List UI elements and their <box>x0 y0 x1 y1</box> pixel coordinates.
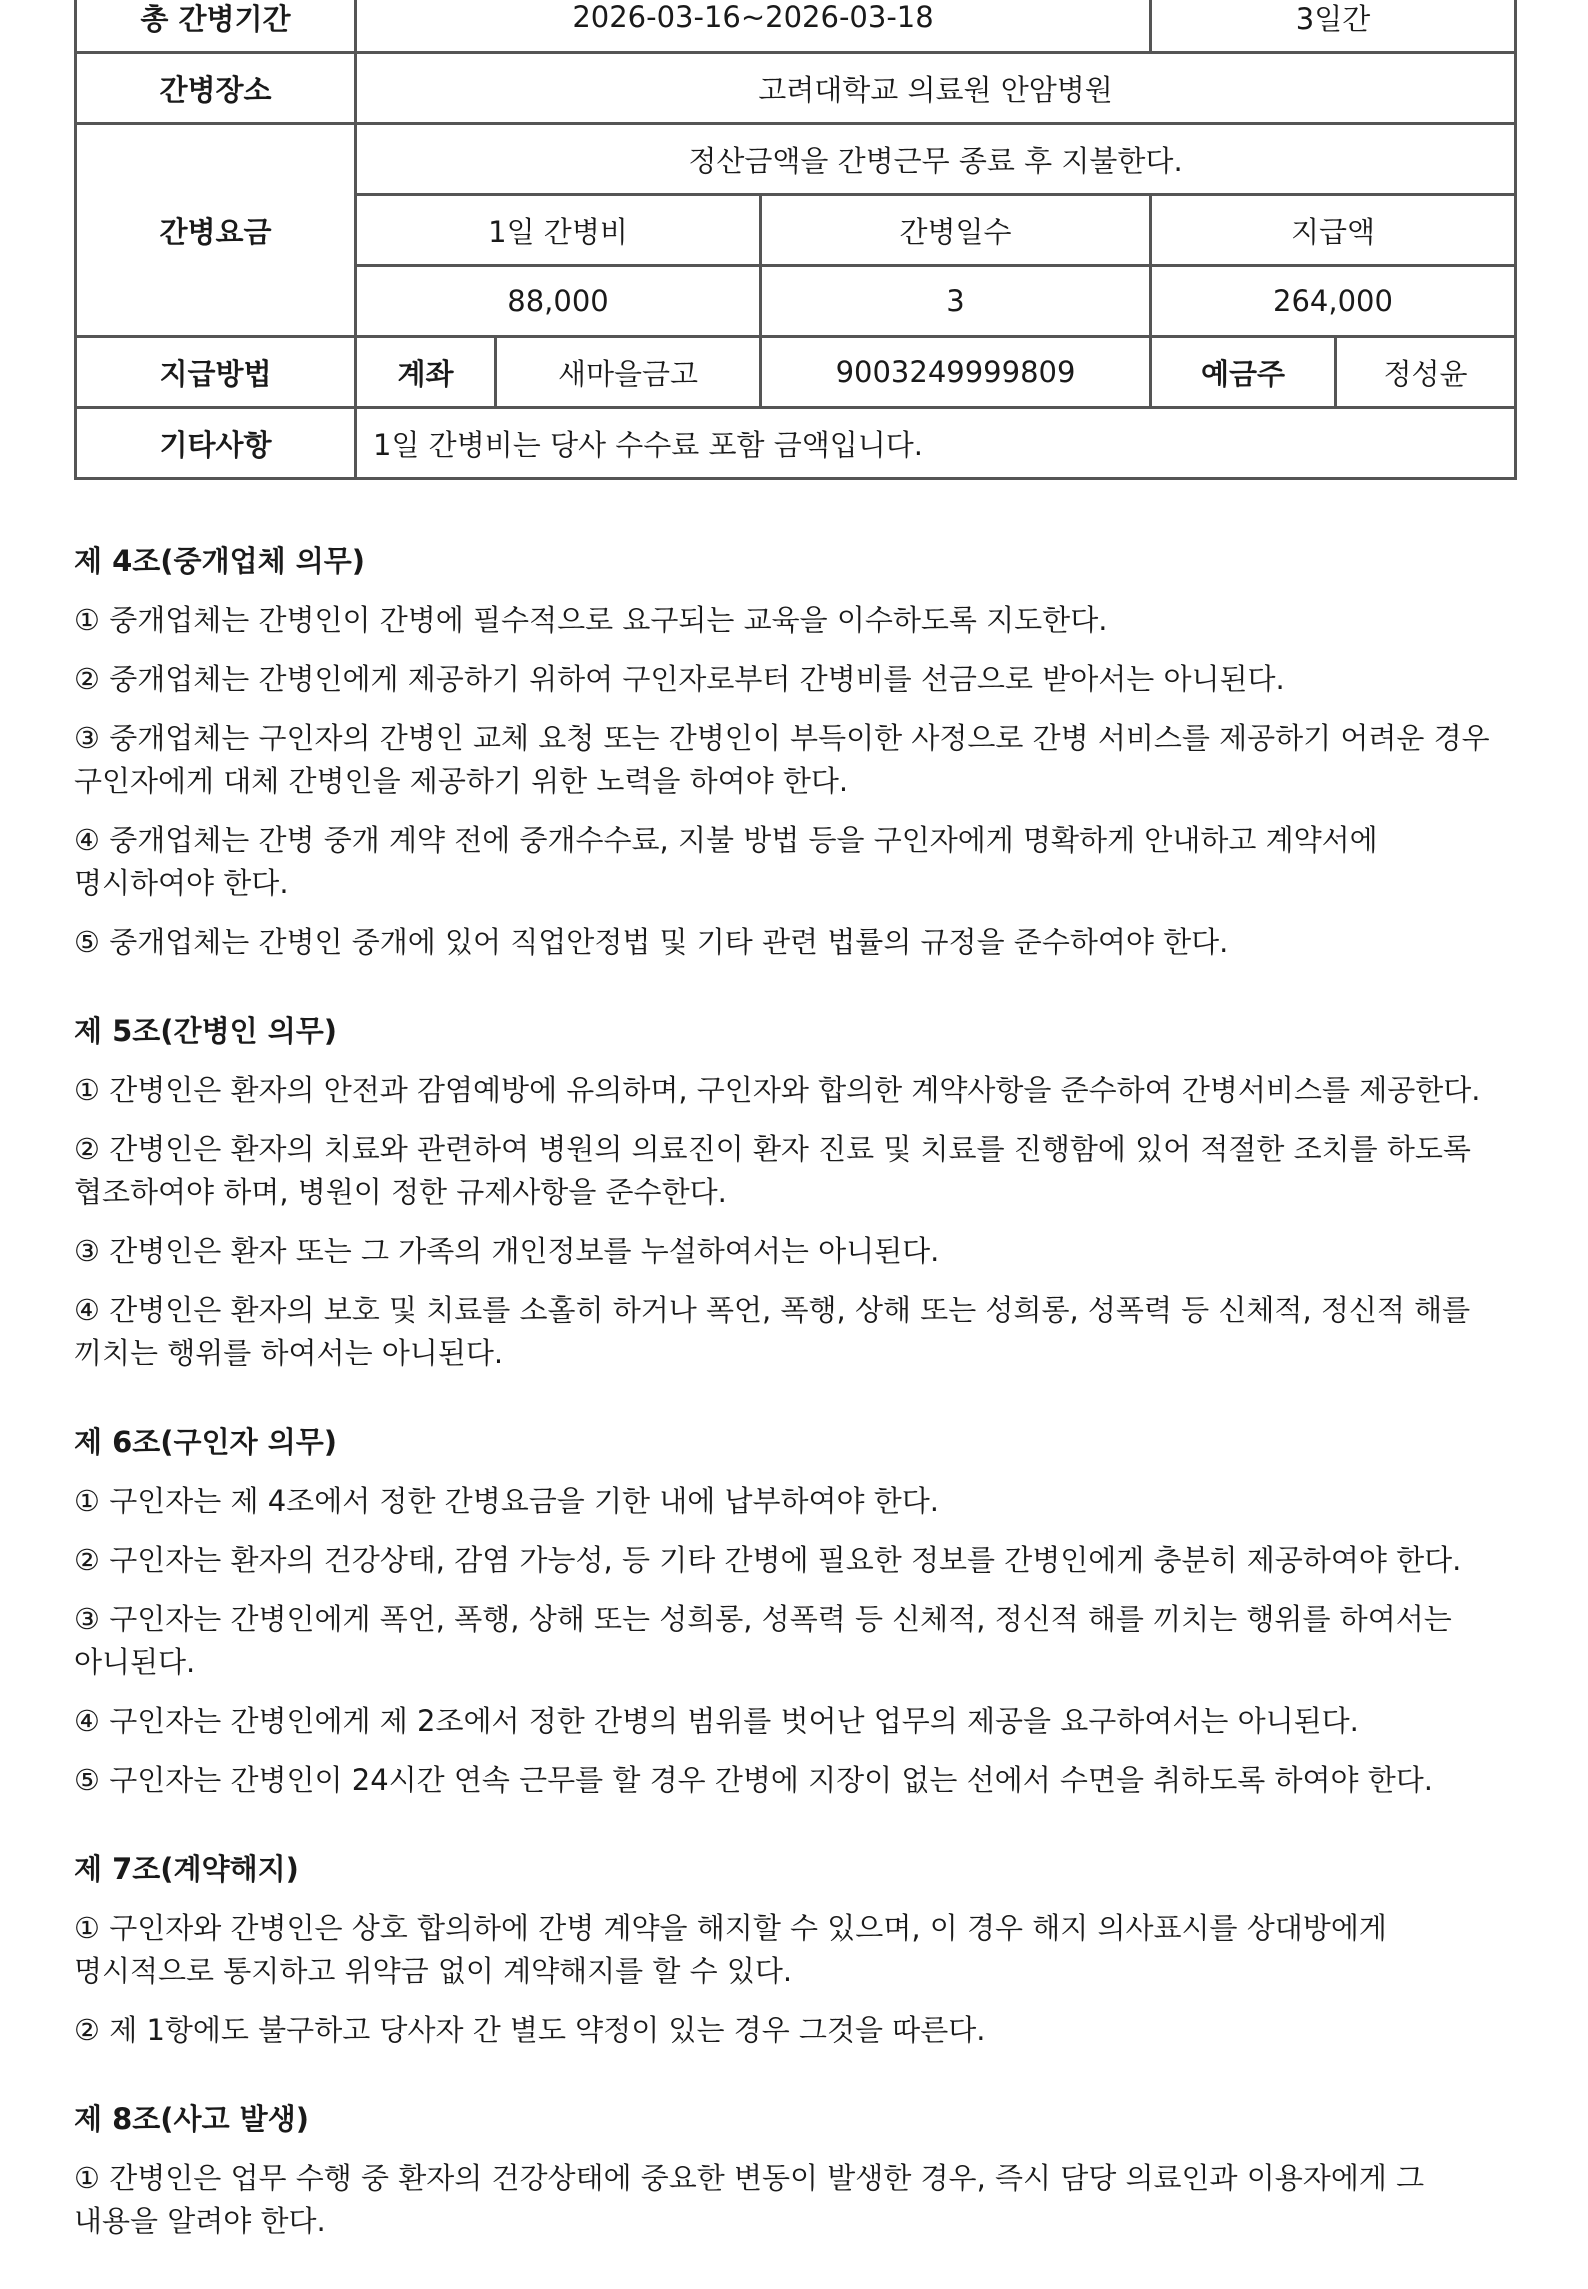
caregiving-terms-table <box>74 0 1517 480</box>
amount-header: 지급액 <box>1151 195 1516 266</box>
article-4 <box>74 540 1514 964</box>
article-item: ① 중개업체는 간병인이 간병에 필수적으로 요구되는 교육을 이수하도록 지도한다. <box>74 603 1108 637</box>
etc-label: 기타사항 <box>76 408 356 479</box>
article-item: ⑤ 구인자는 간병인이 24시간 연속 근무를 할 경우 간병에 지장이 없는 선에서 수면을 취하도록 하여야 한다. <box>74 1763 1433 1797</box>
place-value: 고려대학교 의료원 안암병원 <box>356 53 1516 124</box>
etc-value: 1일 간병비는 당사 수수료 포함 금액입니다. <box>356 408 1516 479</box>
fee-note-row <box>76 124 1516 195</box>
article-item: ① 구인자와 간병인은 상호 합의하에 간병 계약을 해지할 수 있으며, 이 경우 해지 의사표시를 상대방에게 명시적으로 통지하고 위약금 없이 계약해지를 할 수 있다. <box>74 1911 1387 1988</box>
article-7 <box>74 1848 1514 2052</box>
fee-note: 정산금액을 간병근무 종료 후 지불한다. <box>356 124 1516 195</box>
account-label: 계좌 <box>356 337 496 408</box>
article-title: 제 7조(계약해지) <box>74 1852 299 1886</box>
bank-name: 새마을금고 <box>496 337 761 408</box>
article-item: ④ 중개업체는 간병 중개 계약 전에 중개수수료, 지불 방법 등을 구인자에게 명확하게 안내하고 계약서에 명시하여야 한다. <box>74 823 1378 900</box>
article-item: ③ 간병인은 환자 또는 그 가족의 개인정보를 누설하여서는 아니된다. <box>74 1234 940 1268</box>
payment-row <box>76 337 1516 408</box>
holder-name: 정성윤 <box>1336 337 1516 408</box>
article-item: ② 간병인은 환자의 치료와 관련하여 병원의 의료진이 환자 진료 및 치료를 진행함에 있어 적절한 조치를 하도록 협조하여야 하며, 병원이 정한 규제사항을 준수한다. <box>74 1132 1471 1209</box>
articles-section <box>74 540 1514 2289</box>
total-period-value: 2026-03-16~2026-03-18 <box>356 0 1151 53</box>
article-title: 제 6조(구인자 의무) <box>74 1425 337 1459</box>
place-label: 간병장소 <box>76 53 356 124</box>
daily-fee-value: 88,000 <box>356 266 761 337</box>
payment-label: 지급방법 <box>76 337 356 408</box>
article-5 <box>74 1010 1514 1375</box>
article-6 <box>74 1421 1514 1802</box>
article-title: 제 8조(사고 발생) <box>74 2102 309 2136</box>
total-days-value: 3일간 <box>1151 0 1516 53</box>
holder-label: 예금주 <box>1151 337 1336 408</box>
amount-value: 264,000 <box>1151 266 1516 337</box>
article-item: ⑤ 중개업체는 간병인 중개에 있어 직업안정법 및 기타 관련 법률의 규정을 준수하여야 한다. <box>74 925 1229 959</box>
total-period-row <box>76 0 1516 53</box>
article-item: ② 제 1항에도 불구하고 당사자 간 별도 약정이 있는 경우 그것을 따른다. <box>74 2013 986 2047</box>
account-number: 9003249999809 <box>761 337 1151 408</box>
fee-label: 간병요금 <box>76 124 356 337</box>
total-period-label: 총 간병기간 <box>76 0 356 53</box>
days-header: 간병일수 <box>761 195 1151 266</box>
article-title: 제 5조(간병인 의무) <box>74 1014 337 1048</box>
article-item: ② 중개업체는 간병인에게 제공하기 위하여 구인자로부터 간병비를 선금으로 받아서는 아니된다. <box>74 662 1285 696</box>
article-item: ① 간병인은 환자의 안전과 감염예방에 유의하며, 구인자와 합의한 계약사항을 준수하여 간병서비스를 제공한다. <box>74 1073 1481 1107</box>
article-8 <box>74 2098 1514 2243</box>
etc-row <box>76 408 1516 479</box>
article-item: ① 간병인은 업무 수행 중 환자의 건강상태에 중요한 변동이 발생한 경우, 즉시 담당 의료인과 이용자에게 그 내용을 알려야 한다. <box>74 2161 1425 2238</box>
daily-fee-header: 1일 간병비 <box>356 195 761 266</box>
article-item: ② 구인자는 환자의 건강상태, 감염 가능성, 등 기타 간병에 필요한 정보를 간병인에게 충분히 제공하여야 한다. <box>74 1543 1462 1577</box>
days-value: 3 <box>761 266 1151 337</box>
article-item: ① 구인자는 제 4조에서 정한 간병요금을 기한 내에 납부하여야 한다. <box>74 1484 939 1518</box>
article-item: ④ 간병인은 환자의 보호 및 치료를 소홀히 하거나 폭언, 폭행, 상해 또는 성희롱, 성폭력 등 신체적, 정신적 해를 끼치는 행위를 하여서는 아니된다. <box>74 1293 1471 1370</box>
article-item: ④ 구인자는 간병인에게 제 2조에서 정한 간병의 범위를 벗어난 업무의 제공을 요구하여서는 아니된다. <box>74 1704 1359 1738</box>
article-item: ③ 구인자는 간병인에게 폭언, 폭행, 상해 또는 성희롱, 성폭력 등 신체적, 정신적 해를 끼치는 행위를 하여서는 아니된다. <box>74 1602 1452 1679</box>
article-title: 제 4조(중개업체 의무) <box>74 544 365 578</box>
place-row <box>76 53 1516 124</box>
article-item: ③ 중개업체는 구인자의 간병인 교체 요청 또는 간병인이 부득이한 사정으로 간병 서비스를 제공하기 어려운 경우 구인자에게 대체 간병인을 제공하기 위한 노력을 하여야 한다. <box>74 721 1490 798</box>
